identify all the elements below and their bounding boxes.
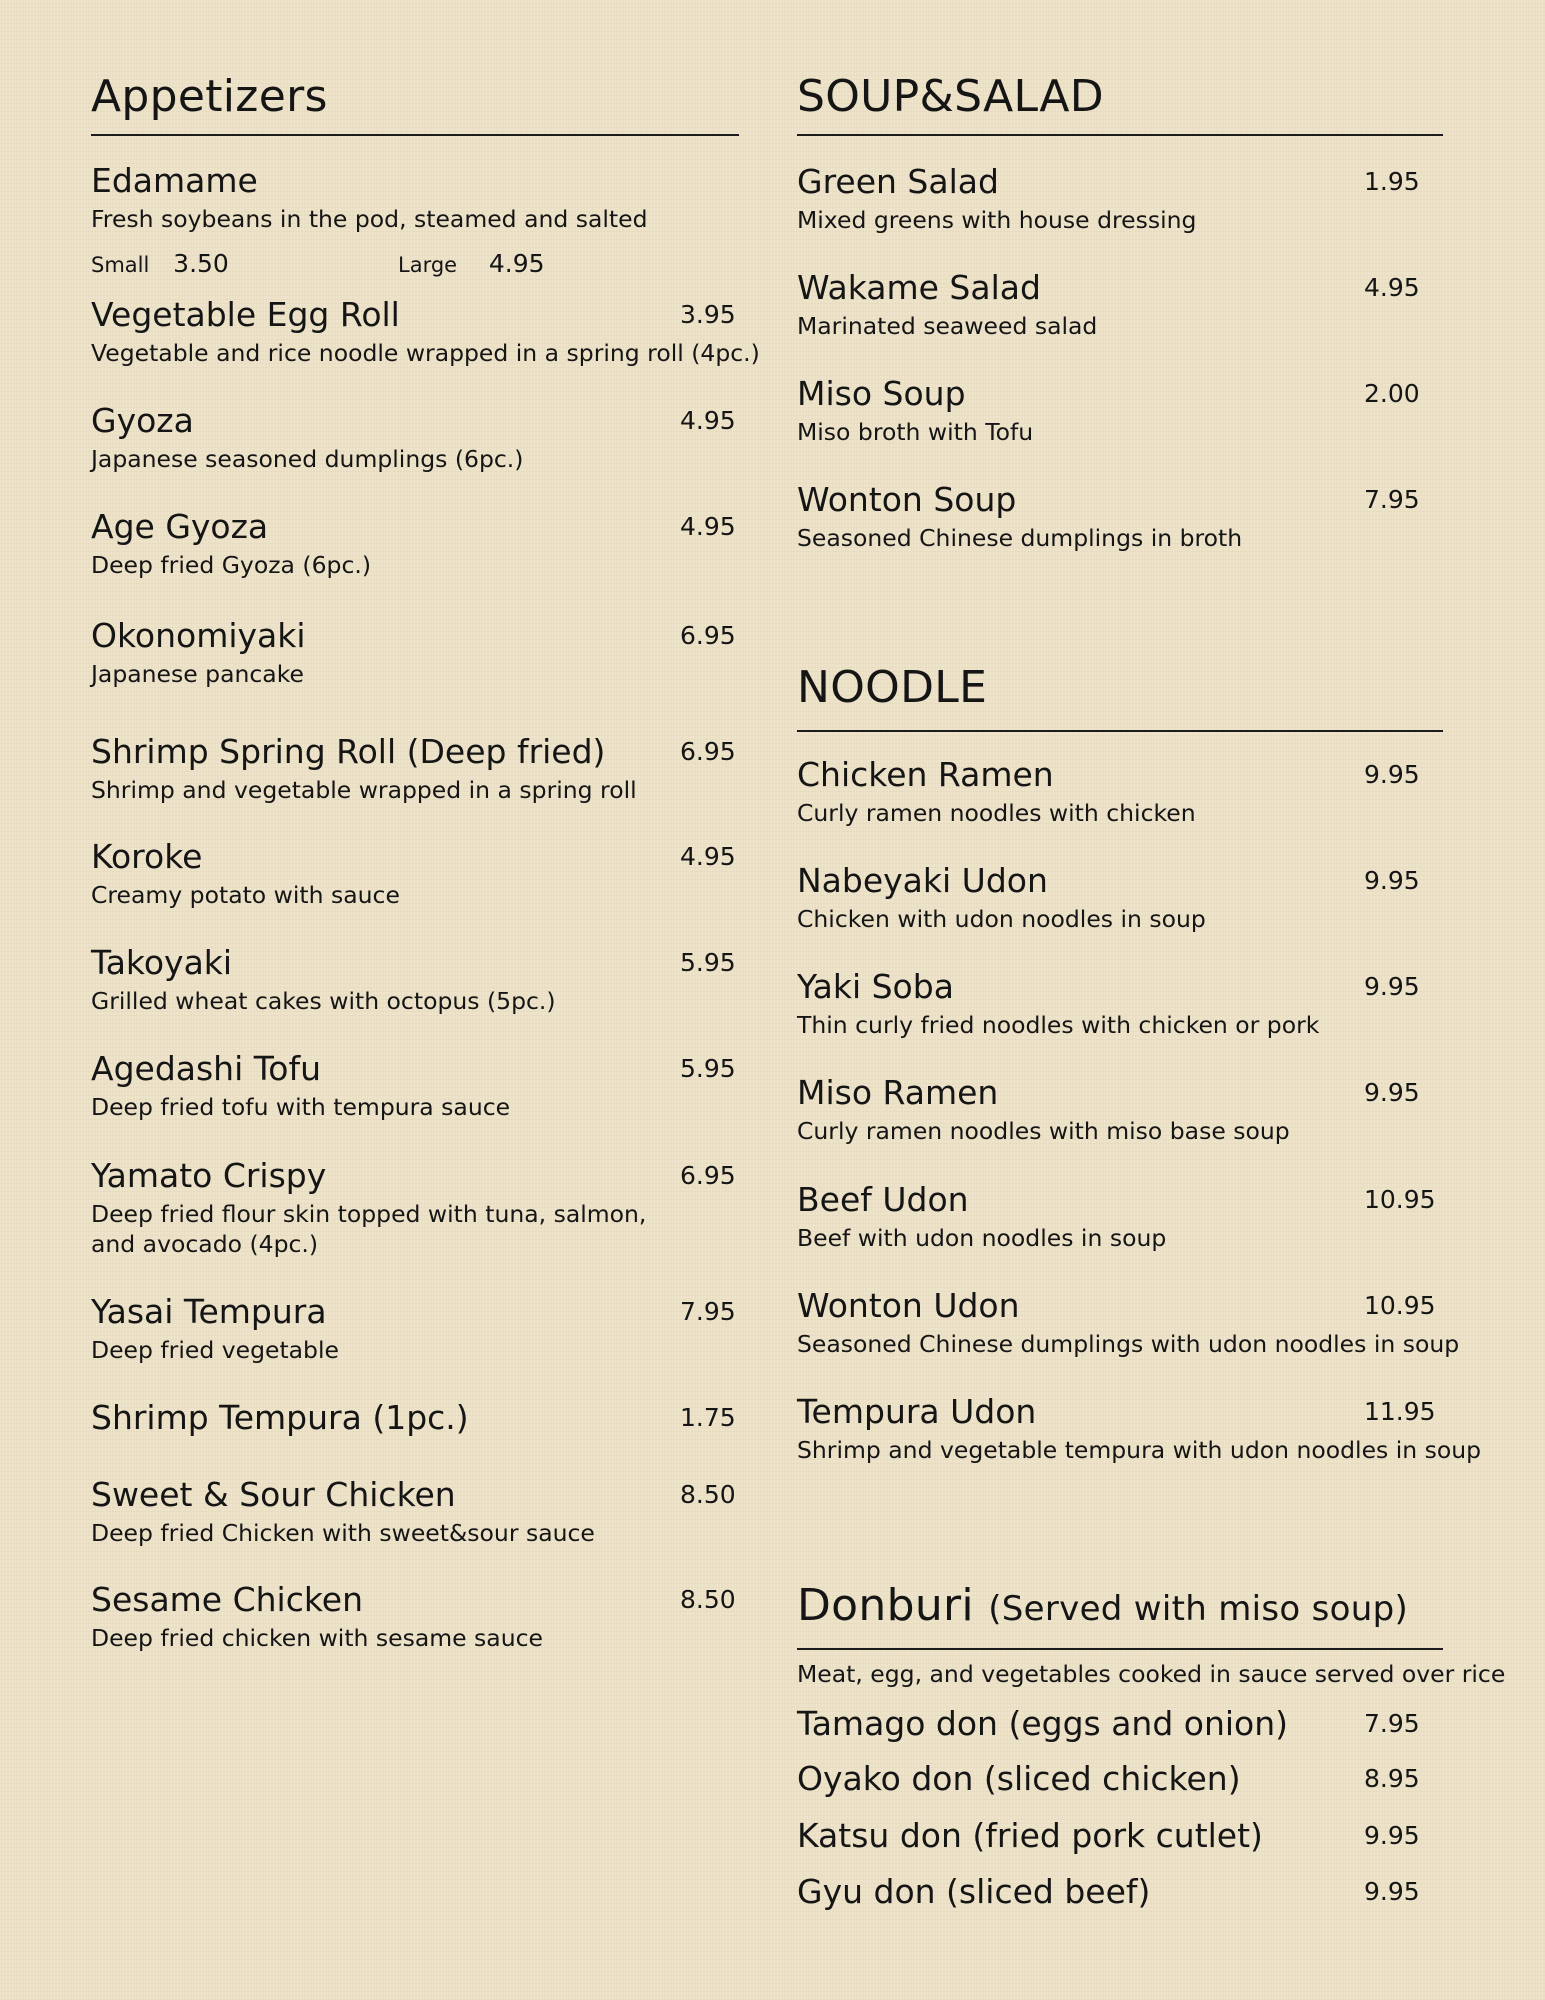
item-name: Gyoza	[91, 401, 194, 440]
item-name: Katsu don (fried pork cutlet)	[797, 1816, 1263, 1855]
item-name: Agedashi Tofu	[91, 1049, 322, 1088]
item-price: 11.95	[1364, 1397, 1436, 1426]
item-name: Wonton Soup	[797, 480, 1017, 519]
item-price: 7.95	[1364, 1709, 1420, 1738]
item-description-line-2: and avocado (4pc.)	[91, 1230, 319, 1258]
item-description: Deep fried chicken with sesame sauce	[91, 1624, 543, 1652]
item-price: 3.50	[173, 249, 229, 278]
item-price: 9.95	[1364, 760, 1420, 789]
item-name: Edamame	[91, 161, 258, 200]
item-description: Chicken with udon noodles in soup	[797, 905, 1206, 933]
item-name: Wonton Udon	[797, 1286, 1020, 1325]
item-price: 9.95	[1364, 1078, 1420, 1107]
item-description: Curly ramen noodles with chicken	[797, 799, 1196, 827]
item-price: 9.95	[1364, 1877, 1420, 1906]
item-description: Seasoned Chinese dumplings in broth	[797, 524, 1243, 552]
item-price: 4.95	[680, 406, 736, 435]
item-description: Thin curly fried noodles with chicken or pork	[797, 1011, 1320, 1039]
item-name: Yaki Soba	[797, 967, 954, 1006]
item-price: 5.95	[680, 1054, 736, 1083]
item-name: Gyu don (sliced beef)	[797, 1872, 1151, 1911]
item-name: Okonomiyaki	[91, 616, 306, 655]
donburi-note: Meat, egg, and vegetables cooked in sauce served over rice	[797, 1660, 1506, 1688]
item-name: Oyako don (sliced chicken)	[797, 1759, 1241, 1798]
noodle-divider	[797, 730, 1443, 732]
item-name: Miso Ramen	[797, 1073, 999, 1112]
item-description: Grilled wheat cakes with octopus (5pc.)	[91, 987, 556, 1015]
item-price: 8.50	[680, 1480, 736, 1509]
donburi-subtitle: (Served with miso soup)	[988, 1589, 1409, 1629]
soup-salad-divider	[797, 134, 1443, 136]
soup-salad-title: SOUP&SALAD	[797, 71, 1104, 122]
donburi-title-text: Donburi	[797, 1580, 974, 1631]
item-price: 8.50	[680, 1585, 736, 1614]
item-price: 8.95	[1364, 1764, 1420, 1793]
size-label: Small	[91, 253, 150, 277]
donburi-divider	[797, 1648, 1443, 1650]
item-name: Shrimp Tempura (1pc.)	[91, 1398, 469, 1437]
item-name: Takoyaki	[91, 943, 233, 982]
edamame-large-size	[398, 247, 545, 282]
item-description: Shrimp and vegetable tempura with udon noodles in soup	[797, 1436, 1482, 1464]
appetizers-title: Appetizers	[91, 71, 328, 122]
item-description: Fresh soybeans in the pod, steamed and salted	[91, 205, 648, 233]
item-description: Mixed greens with house dressing	[797, 206, 1197, 234]
item-price: 10.95	[1364, 1185, 1436, 1214]
item-price: 10.95	[1364, 1291, 1436, 1320]
edamame-small-size	[91, 247, 229, 282]
item-name: Yasai Tempura	[91, 1292, 327, 1331]
item-price: 1.75	[680, 1403, 736, 1432]
item-name: Green Salad	[797, 162, 999, 201]
item-description: Japanese seasoned dumplings (6pc.)	[91, 445, 524, 473]
item-price: 1.95	[1364, 167, 1420, 196]
item-price: 6.95	[680, 737, 736, 766]
item-price: 5.95	[680, 948, 736, 977]
item-description: Curly ramen noodles with miso base soup	[797, 1117, 1290, 1145]
item-price: 4.95	[680, 842, 736, 871]
item-description: Beef with udon noodles in soup	[797, 1224, 1167, 1252]
item-price: 9.95	[1364, 1821, 1420, 1850]
item-price: 9.95	[1364, 866, 1420, 895]
item-description: Deep fried vegetable	[91, 1336, 339, 1364]
donburi-title	[797, 1576, 1408, 1639]
item-description: Deep fried flour skin topped with tuna, salmon,	[91, 1200, 647, 1228]
item-name: Miso Soup	[797, 374, 966, 413]
item-price: 3.95	[680, 300, 736, 329]
item-name: Beef Udon	[797, 1180, 969, 1219]
item-price: 7.95	[680, 1297, 736, 1326]
item-description: Deep fried Gyoza (6pc.)	[91, 551, 372, 579]
item-name: Tempura Udon	[797, 1392, 1037, 1431]
item-description: Shrimp and vegetable wrapped in a spring roll	[91, 776, 637, 804]
size-label: Large	[398, 253, 458, 277]
item-description: Marinated seaweed salad	[797, 312, 1098, 340]
item-price: 9.95	[1364, 972, 1420, 1001]
item-name: Sweet & Sour Chicken	[91, 1475, 456, 1514]
item-name: Chicken Ramen	[797, 755, 1054, 794]
item-description: Creamy potato with sauce	[91, 881, 400, 909]
item-description: Seasoned Chinese dumplings with udon noodles in soup	[797, 1330, 1460, 1358]
item-description: Miso broth with Tofu	[797, 418, 1034, 446]
item-name: Nabeyaki Udon	[797, 861, 1048, 900]
item-name: Koroke	[91, 837, 203, 876]
item-price: 7.95	[1364, 485, 1420, 514]
item-description: Japanese pancake	[91, 660, 304, 688]
item-price: 6.95	[680, 1161, 736, 1190]
item-description: Deep fried Chicken with sweet&sour sauce	[91, 1519, 595, 1547]
item-description: Vegetable and rice noodle wrapped in a spring roll (4pc.)	[91, 339, 760, 367]
item-name: Age Gyoza	[91, 507, 269, 546]
item-name: Shrimp Spring Roll (Deep fried)	[91, 732, 606, 771]
item-price: 6.95	[680, 621, 736, 650]
item-name: Yamato Crispy	[91, 1156, 327, 1195]
item-description: Deep fried tofu with tempura sauce	[91, 1093, 511, 1121]
item-name: Vegetable Egg Roll	[91, 295, 400, 334]
item-price: 4.95	[488, 249, 545, 278]
item-price: 2.00	[1364, 379, 1420, 408]
item-price: 4.95	[680, 512, 736, 541]
noodle-title: NOODLE	[797, 662, 988, 713]
item-name: Tamago don (eggs and onion)	[797, 1704, 1289, 1743]
appetizers-divider	[91, 134, 739, 136]
item-price: 4.95	[1364, 273, 1420, 302]
item-name: Sesame Chicken	[91, 1580, 364, 1619]
item-name: Wakame Salad	[797, 268, 1041, 307]
